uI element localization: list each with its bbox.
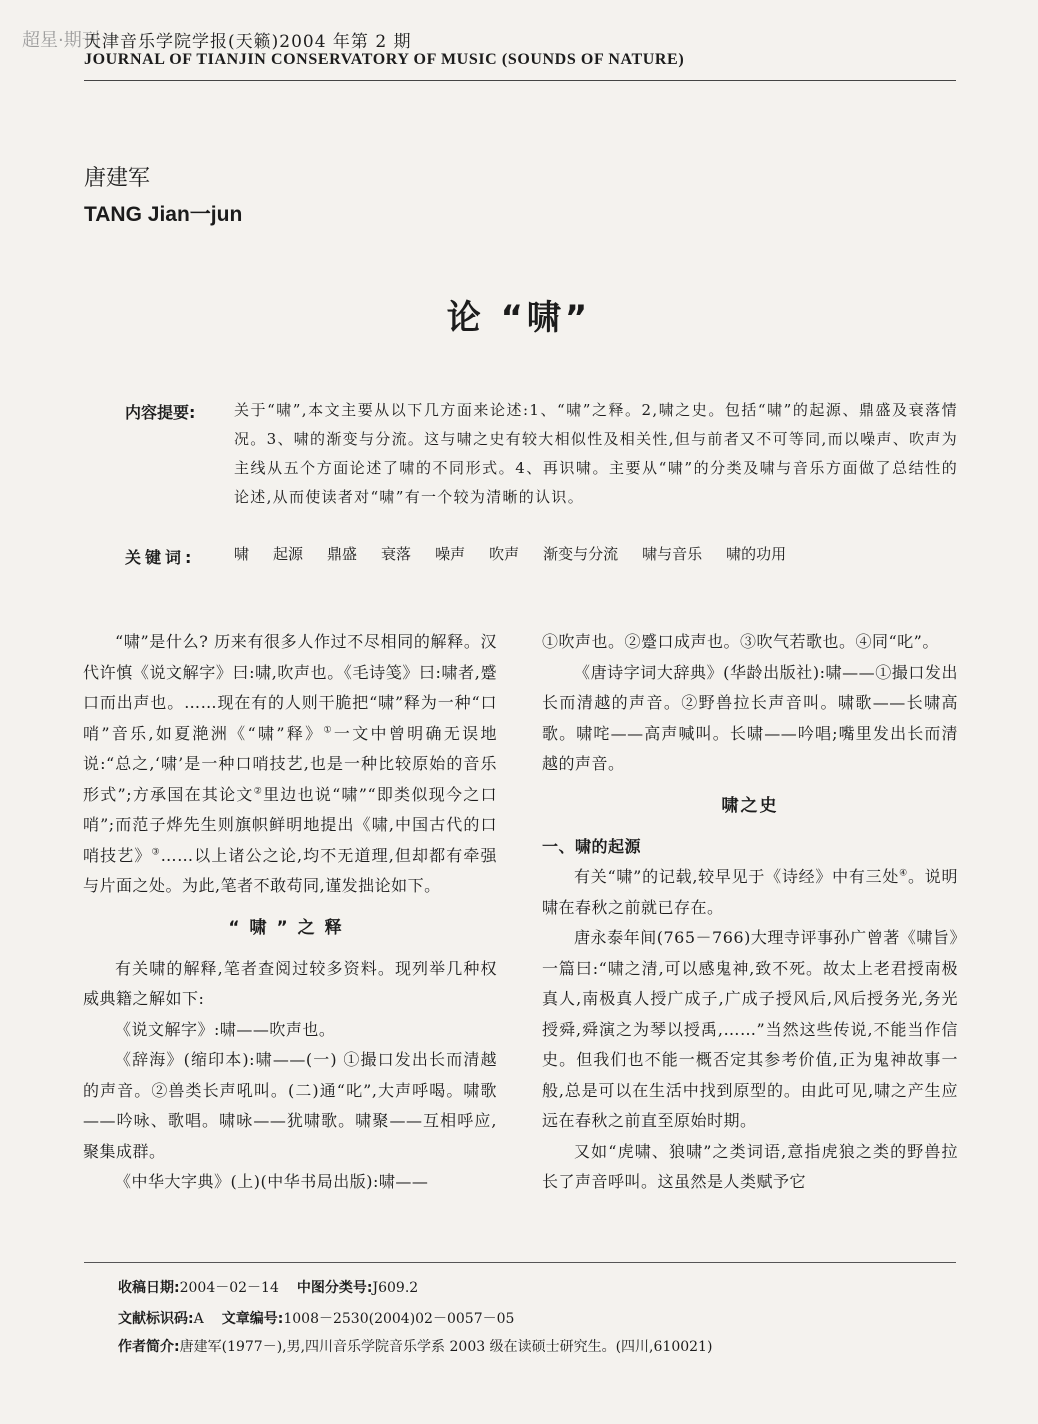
keywords-list — [234, 543, 786, 564]
journal-name-en: JOURNAL OF TIANJIN CONSERVATORY OF MUSIC (SOUNDS OF NATURE) — [84, 51, 685, 68]
footnote-ref: ③ — [151, 847, 161, 858]
author-bio-line — [118, 1336, 712, 1356]
doc-code: A — [193, 1311, 204, 1327]
keyword: 啸 — [234, 545, 250, 563]
keyword: 啸的功用 — [726, 545, 787, 563]
paragraph: 《说文解字》:啸——吹声也。 — [115, 1019, 336, 1039]
paragraph: 有关啸的解释,笔者查阅过较多资料。现列举几种权威典籍之解如下: — [83, 958, 497, 1008]
footnote-ref: ④ — [899, 868, 908, 879]
footer-divider — [84, 1262, 956, 1263]
keyword: 吹声 — [489, 545, 520, 563]
received-date-line — [118, 1277, 418, 1297]
bio-text: 唐建军(1977－),男,四川音乐学院音乐学系 2003 级在读硕士研究生。(四川,610021) — [179, 1339, 713, 1355]
paragraph: 《辞海》(缩印本):啸——(一) ①撮口发出长而清越的声音。②兽类长声吼叫。(二)通“叱”,大声呼喝。啸歌——吟咏、歌唱。啸咏——犹啸歌。啸聚——互相呼应,聚集成群。 — [83, 1050, 497, 1161]
keyword: 鼎盛 — [327, 545, 358, 563]
header-divider — [84, 80, 956, 81]
watermark: 超星·期刊 — [22, 30, 100, 51]
abstract-label: 内容提要: — [125, 403, 196, 422]
received-label: 收稿日期: — [118, 1280, 180, 1296]
paragraph: 《唐诗字词大辞典》(华龄出版社):啸——①撮口发出长而清越的声音。②野兽拉长声音叫。啸歌——长啸高歌。啸咤——高声喊叫。长啸——吟唱;嘴里发出长而清越的声音。 — [542, 662, 958, 773]
journal-name-cn: 天津音乐学院学报(天籁)2004 年第 2 期 — [84, 32, 412, 52]
footnote-ref: ② — [253, 786, 264, 797]
author-name-en: TANG Jian一jun — [84, 203, 243, 226]
article-number-label: 文章编号: — [221, 1311, 284, 1327]
footnote-ref: ① — [323, 725, 334, 736]
section-heading: 啸之史 — [721, 795, 779, 816]
paragraph: 又如“虎啸、狼啸”之类词语,意指虎狼之类的野兽拉长了声音呼叫。这虽然是人类赋予它 — [542, 1141, 958, 1191]
doc-code-label: 文献标识码: — [118, 1311, 194, 1327]
paragraph: 有关“啸”的记载,较早见于《诗经》中有三处④。说明啸在春秋之前就已存在。 — [542, 867, 958, 917]
article-number: 1008－2530(2004)02－0057－05 — [283, 1311, 515, 1327]
section-heading: “啸”之释 — [228, 917, 352, 938]
paragraph: 唐永泰年间(765－766)大理寺评事孙广曾著《啸旨》一篇曰:“啸之清,可以感鬼神,致不死。故太上老君授南极真人,南极真人授广成子,广成子授风后,风后授务光,务光授舜,舜演之为琴以授禹,……”当然这些传说,不能当作信史。但我们也不能一概否定其参考价值,正为鬼神故事一般,总是可以在生活中找到原型的。由此可见,啸之产生应远在春秋之前直至原始时期。 — [542, 928, 958, 1130]
document-code-line — [118, 1308, 514, 1328]
keyword: 噪声 — [435, 545, 466, 563]
keywords-label: 关键词: — [125, 548, 196, 567]
paragraph: ①吹声也。②蹙口成声也。③吹气若歌也。④同“叱”。 — [542, 632, 939, 651]
author-name-cn: 唐建军 — [84, 166, 151, 191]
keyword: 衰落 — [381, 545, 412, 563]
body-column-right — [542, 627, 958, 1198]
keyword: 渐变与分流 — [543, 545, 619, 563]
article-title: 论 “啸” — [446, 298, 592, 338]
keyword: 起源 — [273, 545, 304, 563]
subsection-heading: 一、啸的起源 — [542, 836, 642, 856]
bio-label: 作者简介: — [118, 1339, 180, 1355]
paragraph: 《中华大字典》(上)(中华书局出版):啸—— — [115, 1172, 429, 1191]
received-date: 2004－02－14 — [179, 1280, 279, 1296]
body-column-left — [83, 627, 497, 1198]
abstract-text: 关于“啸”,本文主要从以下几方面来论述:1、“啸”之释。2,啸之史。包括“啸”的起源、鼎盛及衰落情况。3、啸的渐变与分流。这与啸之史有较大相似性及相关性,但与前者又不可等同,而以噪声、吹声为主线从五个方面论述了啸的不同形式。4、再识啸。主要从“啸”的分类及啸与音乐方面做了总结性的论述,从而使读者对“啸”有一个较为清晰的认识。 — [234, 401, 958, 506]
clc-label: 中图分类号: — [296, 1280, 373, 1296]
keyword: 啸与音乐 — [642, 545, 703, 563]
clc-number: J609.2 — [372, 1280, 419, 1296]
paragraph: “啸”是什么? 历来有很多人作过不尽相同的解释。汉代许慎《说文解字》曰:啸,吹声也。《毛诗笺》曰:啸者,蹙口而出声也。……现在有的人则干脆把“啸”释为一种“口哨”音乐,如夏滟洲《“啸”释》①一文中曾明确无误地说:“总之,‘啸’是一种口哨技艺,也是一种比较原始的音乐形式”;方承国在其论文②里边也说“啸”“即类似现今之口哨”;而范子烨先生则旗帜鲜明地提出《啸,中国古代的口哨技艺》③……以上诸公之论,均不无道理,但却都有牵强与片面之处。为此,笔者不敢苟同,谨发拙论如下。 — [83, 632, 497, 895]
